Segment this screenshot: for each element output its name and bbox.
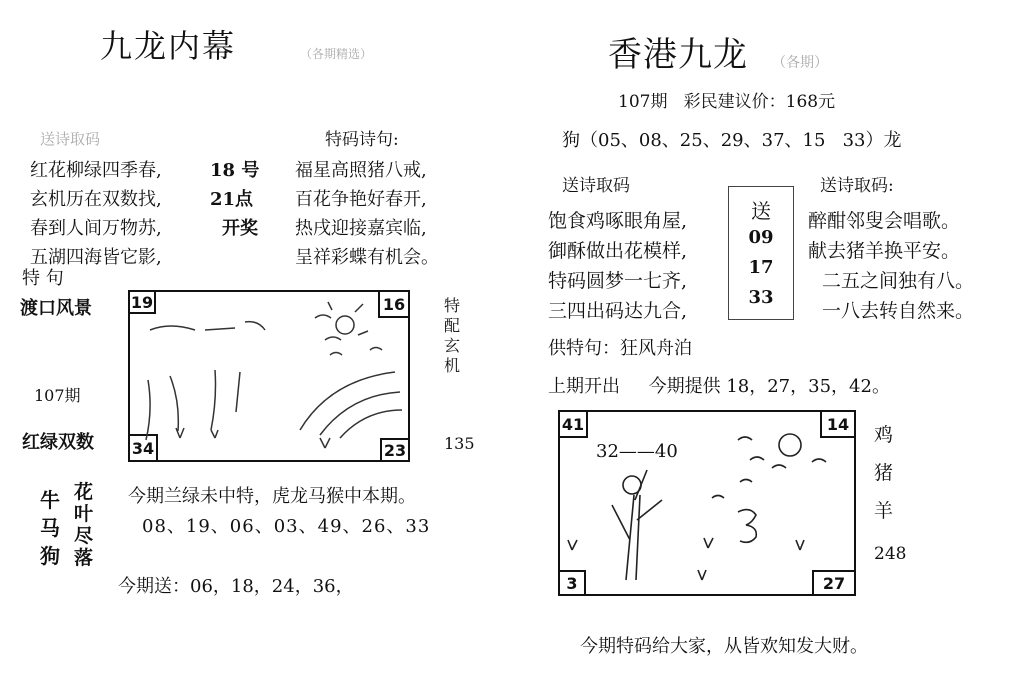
poem-line: 一八去转自然来。: [822, 300, 975, 322]
corner-br: 23: [380, 438, 410, 462]
poem-line: 百花争艳好春开,: [295, 189, 427, 210]
zodiac-char: 花: [74, 481, 94, 503]
corner-br: 27: [812, 570, 856, 596]
zodiac-char: 狗: [40, 544, 60, 568]
poem-line: 三四出码达九合,: [548, 300, 688, 322]
poem-line: 五湖四海皆它影,: [30, 247, 162, 268]
send-box-label: 送: [751, 199, 771, 223]
mid-text: 18 号: [210, 160, 260, 181]
corner-bl: 3: [558, 570, 586, 596]
mid-text: 开奖: [222, 218, 258, 239]
right-title-sub: （各期）: [772, 55, 828, 71]
right-title: 香港九龙: [608, 35, 748, 75]
left-issue: 107期: [34, 386, 81, 405]
right-poem-right-header: 送诗取码:: [820, 176, 894, 196]
left-line1: 今期兰绿未中特，虎龙马猴中本期。: [128, 486, 416, 507]
poem-line: 春到人间万物苏,: [30, 218, 162, 239]
animal-char: 羊: [874, 500, 894, 522]
poem-line: 二五之间独有八。: [822, 270, 975, 292]
tejiu-label: 特 句: [22, 268, 64, 289]
zodiac-char: 牛: [40, 488, 60, 512]
hongly-label: 红绿双数: [22, 432, 94, 453]
vertical-char: 配: [444, 316, 461, 335]
right-animals: [874, 416, 893, 530]
poem-line: 呈祥彩蝶有机会。: [295, 247, 439, 268]
sketch-text: 32——40: [596, 441, 678, 462]
poem-line: 福星高照猪八戒,: [295, 160, 427, 181]
poem-line: 御酥做出花模样,: [548, 240, 688, 262]
vertical-number: 135: [444, 434, 475, 453]
right-dog-line: 狗（05、08、25、29、37、15 33）龙: [562, 130, 902, 151]
left-title-sub: （各期精选）: [300, 47, 373, 61]
poem-line: 醉酣邻叟会唱歌。: [808, 210, 961, 232]
poem-line: 特码圆梦一七齐,: [548, 270, 688, 292]
left-numbers: 08、19、06、03、49、26、33: [142, 516, 431, 537]
send-box-number: 33: [748, 287, 774, 308]
corner-tl: 41: [558, 410, 588, 438]
zodiac-char: 叶: [74, 502, 94, 525]
special-phrase: 供特句：狂风舟泊: [548, 338, 692, 359]
mid-text: 21点: [210, 189, 254, 210]
left-title: 九龙内幕: [100, 27, 237, 65]
poem-line: 献去猪羊换平安。: [808, 240, 961, 262]
zodiac-char: 尽: [74, 524, 94, 547]
poem-line: 红花柳绿四季春,: [30, 160, 162, 181]
send-box-number: 17: [748, 257, 774, 278]
corner-bl: 34: [128, 434, 158, 462]
corner-tl: 19: [128, 290, 156, 314]
number-248: 248: [874, 544, 907, 564]
vertical-char: 玄: [444, 336, 461, 355]
poem-line: 热戌迎接嘉宾临,: [295, 218, 427, 239]
last-line: 上期开出 今期提供 18，27，35，42。: [548, 376, 890, 397]
poem-line: 饱食鸡啄眼角屋,: [548, 210, 688, 232]
vertical-char: 特: [444, 296, 461, 315]
zodiac-char: 马: [40, 516, 60, 540]
left-send-line: 今期送：06，18，24，36，: [118, 576, 354, 597]
send-box-number: 09: [748, 227, 774, 248]
right-issue-line: 107期 彩民建议价：168元: [618, 92, 836, 112]
zodiac-char: 落: [74, 546, 94, 569]
scene-label: 渡口风景: [20, 298, 92, 319]
animal-char: 猪: [874, 462, 894, 484]
left-poem-header: 送诗取码: [40, 130, 101, 148]
animal-char: 鸡: [874, 424, 894, 446]
vertical-char: 机: [444, 356, 461, 375]
left-poem-right-header: 特码诗句:: [325, 130, 399, 150]
corner-tr: 14: [820, 410, 856, 438]
poem-line: 玄机历在双数找,: [30, 189, 162, 210]
right-poem-header: 送诗取码: [562, 176, 630, 196]
corner-tr: 16: [378, 290, 410, 318]
right-footer: 今期特码给大家，从皆欢知发大财。: [580, 636, 868, 657]
